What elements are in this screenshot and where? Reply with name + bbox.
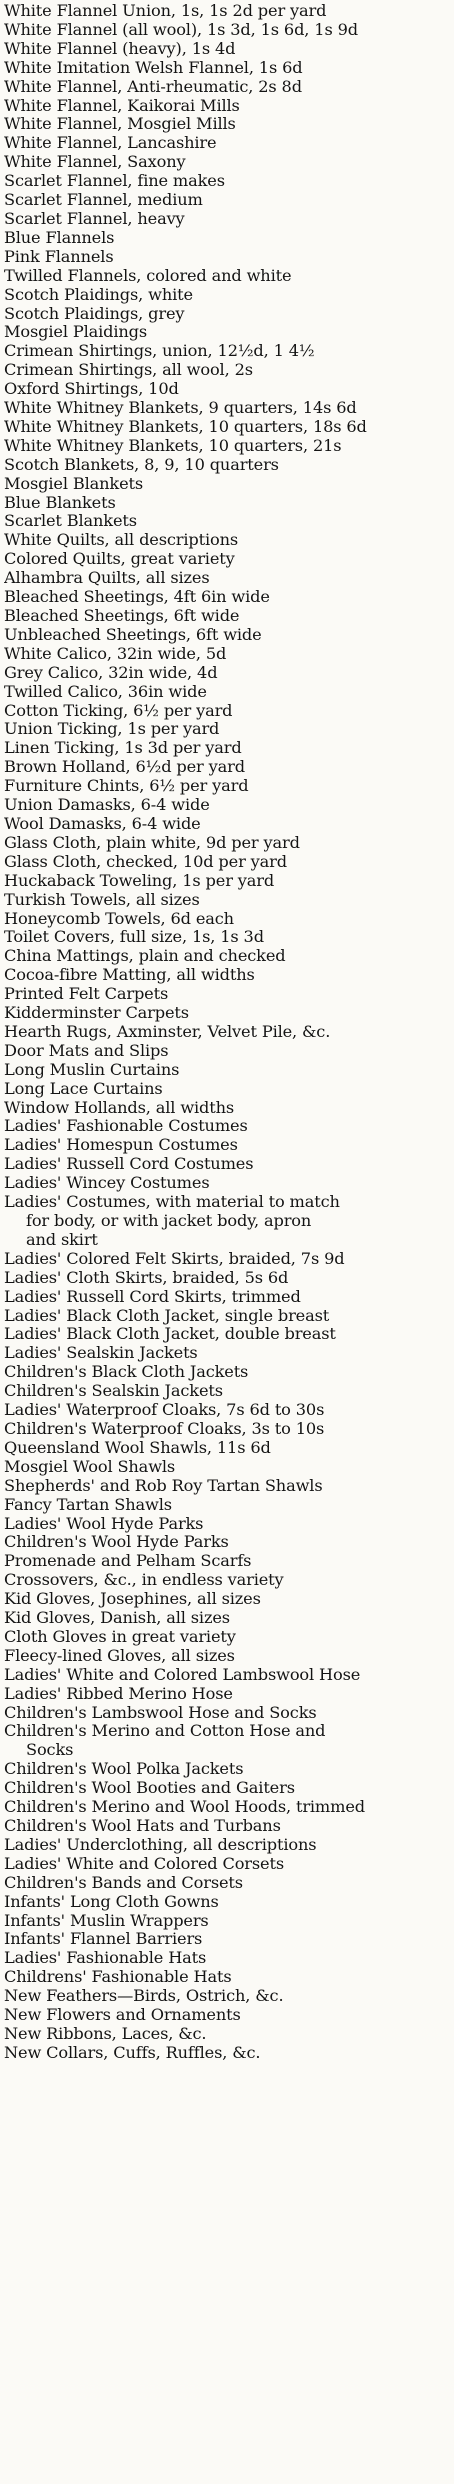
list-item: Union Damasks, 6-4 wide [4,796,210,815]
list-item: White Calico, 32in wide, 5d [4,644,227,663]
list-item: Printed Felt Carpets [4,985,169,1004]
list-item: Scarlet Flannel, medium [4,191,203,210]
list-item: Children's Merino and Cotton Hose and [4,1722,326,1741]
list-item: Ladies' Ribbed Merino Hose [4,1684,233,1703]
list-item: Alhambra Quilts, all sizes [4,569,210,588]
list-item: White Whitney Blankets, 10 quarters, 18s 6d [4,417,367,436]
list-item: Turkish Towels, all sizes [4,890,200,909]
list-item: Children's Wool Booties and Gaiters [4,1779,295,1798]
list-item: for body, or with jacket body, apron [26,1212,312,1230]
list-item: White Flannel, Lancashire [4,134,217,153]
list-item: Fancy Tartan Shawls [4,1495,172,1514]
list-item: White Quilts, all descriptions [4,531,239,550]
list-item: Colored Quilts, great variety [4,550,235,569]
list-item: Scarlet Flannel, fine makes [4,172,225,191]
list-item: Ladies' Russell Cord Costumes [4,1155,254,1174]
list-item: Childrens' Fashionable Hats [4,1968,232,1987]
list-item: Unbleached Sheetings, 6ft wide [4,625,262,644]
list-item: Oxford Shirtings, 10d [4,380,179,399]
list-item: New Ribbons, Laces, &c. [4,2024,207,2043]
list-item: Scarlet Blankets [4,512,137,531]
list-item: Crossovers, &c., in endless variety [4,1571,284,1590]
list-item: Door Mats and Slips [4,1041,169,1060]
list-item: Children's Wool Hyde Parks [4,1533,229,1552]
list-item: Huckaback Toweling, 1s per yard [4,871,275,890]
list-item: Wool Damasks, 6-4 wide [4,814,201,833]
list-item: White Flannel, Saxony [4,153,186,172]
list-item: Linen Ticking, 1s 3d per yard [4,739,242,758]
list-item: Blue Blankets [4,493,116,512]
list-item: Grey Calico, 32in wide, 4d [4,663,218,682]
list-item: Ladies' Fashionable Hats [4,1949,207,1968]
list-item: Furniture Chints, 6½ per yard [4,777,249,796]
list-item: New Feathers—Birds, Ostrich, &c. [4,1987,284,2006]
list-item: Window Hollands, all widths [4,1098,235,1117]
list-item: Bleached Sheetings, 4ft 6in wide [4,588,270,607]
list-item: White Flannel, Kaikorai Mills [4,96,240,115]
list-item: Ladies' Waterproof Cloaks, 7s 6d to 30s [4,1401,325,1420]
list-item: Infants' Long Cloth Gowns [4,1892,219,1911]
list-item: Children's Merino and Wool Hoods, trimmed [4,1798,365,1817]
list-item: Ladies' Wincey Costumes [4,1174,210,1193]
list-item: Promenade and Pelham Scarfs [4,1552,252,1571]
list-item: Infants' Muslin Wrappers [4,1911,209,1930]
list-item: Scotch Plaidings, white [4,285,193,304]
list-item: Children's Black Cloth Jackets [4,1363,249,1382]
list-item: Ladies' Colored Felt Skirts, braided, 7s 9d [4,1249,345,1268]
list-item: Glass Cloth, checked, 10d per yard [4,852,287,871]
list-item: Pink Flannels [4,247,114,266]
list-item: Ladies' Underclothing, all descriptions [4,1835,317,1854]
list-item: Cotton Ticking, 6½ per yard [4,701,233,720]
list-item: Mosgiel Wool Shawls [4,1457,176,1476]
list-item: Ladies' White and Colored Corsets [4,1854,284,1873]
list-item: Long Lace Curtains [4,1079,163,1098]
list-item: Ladies' Homespun Costumes [4,1136,238,1155]
list-item: White Flannel (all wool), 1s 3d, 1s 6d, 1s 9d [4,20,358,39]
list-item: Honeycomb Towels, 6d each [4,909,234,928]
list-item: White Whitney Blankets, 9 quarters, 14s 6d [4,399,357,418]
list-item: Infants' Flannel Barriers [4,1930,203,1949]
list-item: Brown Holland, 6½d per yard [4,758,245,777]
list-item: White Flannel Union, 1s, 1s 2d per yard [4,2,327,20]
list-item: Children's Lambswool Hose and Socks [4,1703,317,1722]
list-item: Queensland Wool Shawls, 11s 6d [4,1438,271,1457]
list-item: New Collars, Cuffs, Ruffles, &c. [4,2043,261,2062]
list-item: Children's Wool Hats and Turbans [4,1817,281,1835]
list-item: Glass Cloth, plain white, 9d per yard [4,833,300,852]
list-item: Twilled Flannels, colored and white [4,266,292,285]
list-item: Children's Wool Polka Jackets [4,1760,244,1779]
list-item: Ladies' Costumes, with material to match [4,1193,340,1212]
list-item: Bleached Sheetings, 6ft wide [4,607,240,625]
list-item: Ladies' Sealskin Jackets [4,1344,198,1363]
list-item: China Mattings, plain and checked [4,947,286,966]
list-item: Ladies' Fashionable Costumes [4,1117,248,1136]
list-item: Scarlet Flannel, heavy [4,209,185,228]
list-item: Crimean Shirtings, union, 12½d, 1 4½ [4,342,315,361]
list-item: Children's Waterproof Cloaks, 3s to 10s [4,1419,325,1438]
list-item: Ladies' White and Colored Lambswool Hose [4,1665,361,1684]
list-item: Shepherds' and Rob Roy Tartan Shawls [4,1476,323,1495]
list-item: Kid Gloves, Danish, all sizes [4,1609,230,1628]
list-item: Cocoa-fibre Matting, all widths [4,966,255,985]
list-item: Mosgiel Plaidings [4,323,148,342]
list-item: Scotch Blankets, 8, 9, 10 quarters [4,455,279,474]
list-item: and skirt [26,1230,98,1249]
list-item: Union Ticking, 1s per yard [4,720,220,739]
list-item: Ladies' Black Cloth Jacket, double breast [4,1325,336,1344]
list-item: Mosgiel Blankets [4,474,144,493]
list-item: Long Muslin Curtains [4,1060,180,1079]
list-item: Scotch Plaidings, grey [4,304,185,323]
list-item: White Imitation Welsh Flannel, 1s 6d [4,58,303,77]
list-item: Socks [26,1741,74,1760]
list-item: Kid Gloves, Josephines, all sizes [4,1590,261,1609]
list-item: Blue Flannels [4,228,115,247]
list-item: Ladies' Wool Hyde Parks [4,1514,204,1533]
list-item: White Flannel (heavy), 1s 4d [4,39,236,58]
list-item: White Flannel, Anti-rheumatic, 2s 8d [4,77,302,96]
list-item: Ladies' Russell Cord Skirts, trimmed [4,1287,301,1306]
list-item: Ladies' Black Cloth Jacket, single breast [4,1306,330,1325]
list-item: White Whitney Blankets, 10 quarters, 21s [4,436,342,455]
list-item: Hearth Rugs, Axminster, Velvet Pile, &c. [4,1022,331,1041]
list-item: Cloth Gloves in great variety [4,1627,236,1646]
list-item: Crimean Shirtings, all wool, 2s [4,361,253,380]
list-item: Ladies' Cloth Skirts, braided, 5s 6d [4,1268,289,1287]
list-item: New Flowers and Ornaments [4,2006,241,2025]
list-item: Twilled Calico, 36in wide [4,682,207,701]
list-item: Fleecy-lined Gloves, all sizes [4,1646,235,1665]
list-item: Toilet Covers, full size, 1s, 1s 3d [4,928,264,947]
list-item: Kidderminster Carpets [4,1004,189,1023]
list-item: Children's Sealskin Jackets [4,1382,223,1401]
list-item: Children's Bands and Corsets [4,1873,243,1892]
list-item: White Flannel, Mosgiel Mills [4,115,236,134]
